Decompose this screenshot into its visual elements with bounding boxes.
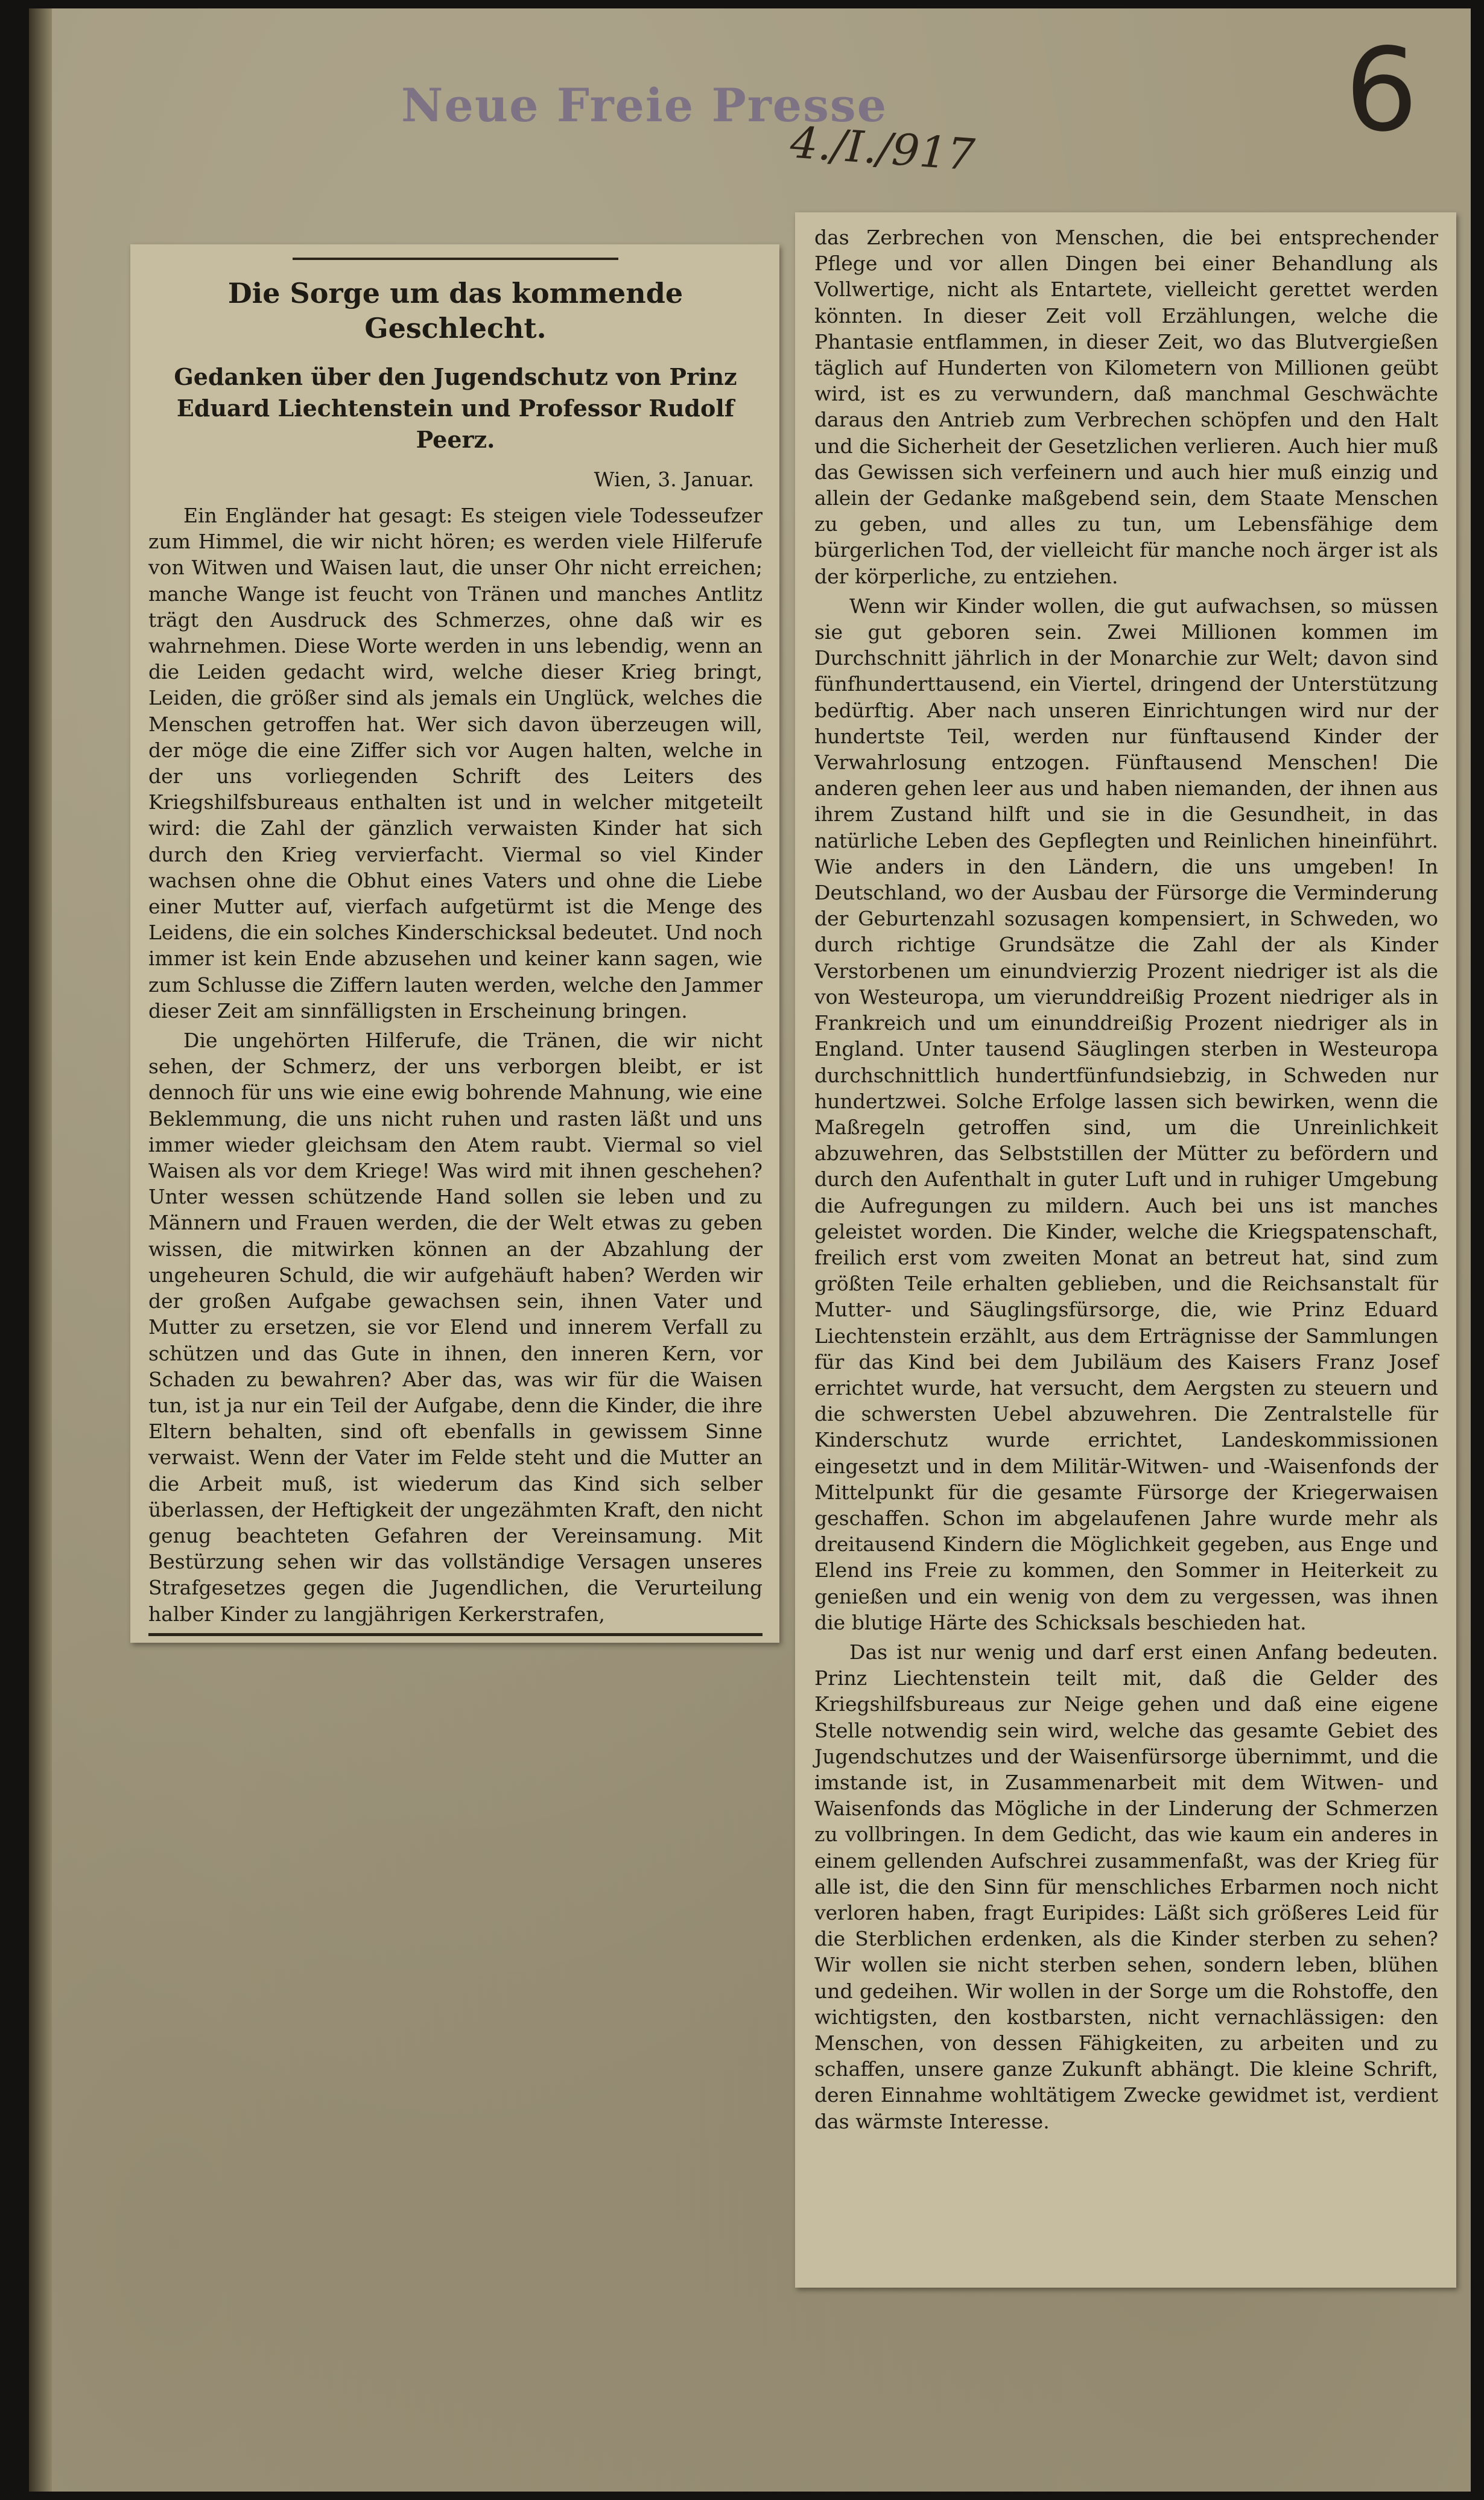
clipping-left-column — [130, 244, 779, 1643]
paragraph: das Zerbrechen von Menschen, die bei entsprechender Pflege und vor allen Dingen bei einer Behandlung als Vollwertige, nicht als Entartete, vielleicht gerettet werden könnten. In dieser Zeit voll Erzählungen, welche die Phantasie entflammen, in dieser Zeit, wo das Blutvergießen täglich auf Hunderten von Kilometern von Millionen geübt wird, ist es zu verwundern, daß manchmal Geschwächte daraus den Antrieb zum Verbrechen schöpfen und den Halt und die Sicherheit der Gesetzlichen verlieren. Auch hier muß das Gewissen sich verfeinern und auch hier muß einzig und allein der Gedanke maßgebend sein, dem Staate Menschen zu geben, und alles zu tun, um Lebensfähige dem bürgerlichen Tod, der vielleicht für manche noch ärger ist als der körperliche, zu entziehen. — [814, 226, 1438, 588]
paragraph: Das ist nur wenig und darf erst einen Anfang bedeuten. Prinz Liechtenstein teilt mit, daß die Gelder des Kriegshilfsbureaus zur Neige gehen und daß eine eigene Stelle notwendig sein wird, welche das gesamte Gebiet des Jugendschutzes und der Waisenfürsorge übernimmt, und die imstande ist, in Zusammenarbeit mit dem Witwen- und Waisenfonds das Mögliche in der Linderung der Schmerzen zu vollbringen. In dem Gedicht, das wie kaum ein anderes in einem gellenden Aufschrei zusammenfaßt, was der Krieg für alle ist, die den Sinn für menschliches Erbarmen noch nicht verloren haben, fragt Euripides: Läßt sich größeres Leid für die Sterblichen erdenken, als die Kinder sterben zu sehen? Wir wollen sie nicht sterben sehen, sondern leben, blühen und gedeihen. Wir wollen in der Sorge um die Rohstoffe, den wichtigsten, den kostbarsten, nicht vernachlässigen: den Menschen, von dessen Fähigkeiten, zu arbeiten und zu schaffen, unsere ganze Zukunft abhängt. Die kleine Schrift, deren Einnahme wohltätigem Zwecke gewidmet ist, verdient das wärmste Interesse. — [814, 1640, 1438, 2133]
paragraph: Wenn wir Kinder wollen, die gut aufwachsen, so müssen sie gut geboren sein. Zwei Millionen kommen im Durchschnitt jährlich in der Monarchie zur Welt; davon sind fünfhunderttausend, ein Viertel, dringend der Unterstützung bedürftig. Aber nach unseren Einrichtungen wird nur der hundertste Teil, werden nur fünftausend Kinder der Verwahrlosung entzogen. Fünftausend Menschen! Die anderen gehen leer aus und haben niemanden, der ihnen aus ihrem Zustand hilft und sie in die Gesundheit, in das natürliche Leben des Gepflegten und Reinlichen hineinführt. Wie anders in den Ländern, die uns umgeben! In Deutschland, wo der Ausbau der Fürsorge die Verminderung der Geburtenzahl sozusagen kompensiert, in Schweden, wo durch richtige Grundsätze die Zahl der als Kinder Verstorbenen um einundvierzig Prozent niedriger ist als die von Westeuropa, um vierunddreißig Prozent niedriger als in Frankreich und um einunddreißig Prozent niedriger als in England. Unter tausend Säuglingen sterben in Westeuropa durchschnittlich hundertfünfundsiebzig, in Schweden nur hundertzwei. Solche Erfolge lassen sich bewirken, wenn die Maßregeln getroffen sind, um die Unreinlichkeit abzuwehren, das Selbststillen der Mütter zu befördern und durch den Aufenthalt in guter Luft und in ruhiger Umgebung die Aufregungen zu mildern. Auch bei uns ist manches geleistet worden. Die Kinder, welche die Kriegspatenschaft, freilich erst vom zweiten Monat an betreut hat, sind zum größten Teile erhalten geblieben, und die Reichsanstalt für Mutter- und Säuglingsfürsorge, die, wie Prinz Eduard Liechtenstein erzählt, aus dem Erträgnisse der Sammlungen für das Kind bei dem Jubiläum des Kaisers Franz Josef errichtet wurde, hat versucht, dem Aergsten zu steuern und die schwersten Uebel abzuwehren. Die Zentralstelle für Kinderschutz wurde errichtet, Landeskommissionen eingesetzt und in dem Militär-Witwen- und -Waisenfonds der Mittelpunkt für die gesamte Fürsorge der Kriegerwaisen geschaffen. Schon im abgelaufenen Jahre wurde mehr als dreitausend Kindern die Möglichkeit gegeben, aus Enge und Elend ins Freie zu kommen, den Sommer in Heiterkeit zu genießen und ein wenig von dem zu vergessen, was ihnen die blutige Härte des Schicksals beschieden hat. — [814, 594, 1438, 1634]
handwritten-date: 4./I./917 — [788, 116, 977, 180]
article-subtitle: Gedanken über den Jugendschutz von Prinz Eduard Liechtenstein und Professor Rudolf Peerz. — [174, 363, 737, 453]
article-dateline: Wien, 3. Januar. — [594, 468, 754, 491]
column-end-rule — [148, 1633, 763, 1636]
newspaper-stamp: Neue Freie Presse — [401, 78, 888, 132]
headline-rule — [293, 258, 618, 260]
clipping-right-column — [795, 212, 1456, 2288]
paragraph: Ein Engländer hat gesagt: Es steigen viele Todesseufzer zum Himmel, die wir nicht hören; es werden viele Hilferufe von Witwen und Waisen laut, die unser Ohr nicht erreichen; manche Wange ist feucht von Tränen und manches Antlitz trägt den Ausdruck des Schmerzes, ohne daß wir es wahrnehmen. Diese Worte werden in uns lebendig, wenn an die Leiden gedacht wird, welche dieser Krieg bringt, Leiden, die größer sind als jemals ein Unglück, welches die Menschen getroffen hat. Wer sich davon überzeugen will, der möge die eine Ziffer sich vor Augen halten, welche in der uns vorliegenden Schrift des Leiters des Kriegshilfsbureaus enthalten ist und in welcher mitgeteilt wird: die Zahl der gänzlich verwaisten Kinder hat sich durch den Krieg vervierfacht. Viermal so viel Kinder wachsen ohne die Obhut eines Vaters und ohne die Liebe einer Mutter auf, vierfach aufgetürmt ist die Menge des Leidens, die ein solches Kinderschicksal bedeutet. Und noch immer ist kein Ende abzusehen und keiner kann sagen, wie zum Schlusse die Ziffern lauten werden, welche den Jammer dieser Zeit am sinnfälligsten in Erscheinung bringen. — [148, 504, 763, 1023]
handwritten-page-number: 6 — [1345, 24, 1418, 157]
sheet-edge-shadow — [29, 8, 52, 2492]
article-title: Die Sorge um das kommende Geschlecht. — [227, 277, 683, 344]
paragraph: Die ungehörten Hilferufe, die Tränen, die wir nicht sehen, der Schmerz, der uns verborgen bleibt, er ist dennoch für uns wie eine ewig bohrende Mahnung, wie eine Beklemmung, die uns nicht ruhen und rasten läßt und uns immer wieder gleichsam den Atem raubt. Viermal so viel Waisen als vor dem Kriege! Was wird mit ihnen geschehen? Unter wessen schützende Hand sollen sie leben und zu Männern und Frauen werden, die der Welt etwas zu geben wissen, die mitwirken können an der Abzahlung der ungeheuren Schuld, die wir aufgehäuft haben? Werden wir der großen Aufgabe gewachsen sein, ihnen Vater und Mutter zu ersetzen, sie vor Elend und innerem Verfall zu schützen und das Gute in ihnen, den inneren Kern, vor Schaden zu bewahren? Aber das, was wir für die Waisen tun, ist ja nur ein Teil der Aufgabe, denn die Kinder, die ihre Eltern behalten, sind oft ebenfalls in gewissem Sinne verwaist. Wenn der Vater im Felde steht und die Mutter an die Arbeit muß, ist wiederum das Kind sich selber überlassen, der Heftigkeit der ungezähmten Kraft, den nicht genug beachteten Gefahren der Vereinsamung. Mit Bestürzung sehen wir das vollständige Versagen unseres Strafgesetzes gegen die Jugendlichen, die Verurteilung halber Kinder zu langjährigen Kerkerstrafen, — [148, 1029, 763, 1626]
